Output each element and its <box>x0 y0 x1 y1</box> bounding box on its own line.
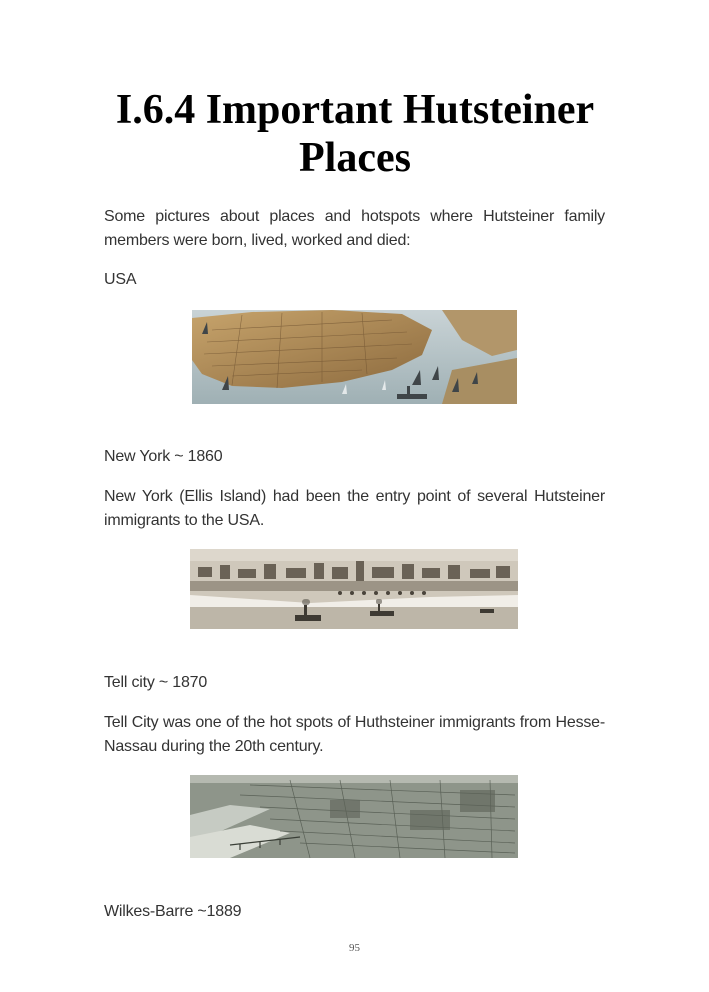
wilkes-barre-caption: Wilkes-Barre ~1889 <box>104 903 242 920</box>
intro-paragraph: Some pictures about places and hotspots where Hutsteiner family members were born, lived, worked and died: <box>104 208 605 249</box>
wilkes-barre-image <box>190 775 518 858</box>
tell-city-image <box>190 549 518 629</box>
page-number: 95 <box>349 942 360 954</box>
tell-city-description: Tell City was one of the hot spots of Huthsteiner immigrants from Hesse-Nassau during the 20th century. <box>104 714 605 755</box>
page-title: I.6.4 Important Hutsteiner Places <box>115 87 595 181</box>
tell-city-caption: Tell city ~ 1870 <box>104 674 208 691</box>
new-york-image <box>192 310 517 404</box>
new-york-description: New York (Ellis Island) had been the entry point of several Hutsteiner immigrants to the USA. <box>104 488 605 529</box>
section-heading-usa: USA <box>104 271 137 288</box>
new-york-caption: New York ~ 1860 <box>104 448 223 465</box>
